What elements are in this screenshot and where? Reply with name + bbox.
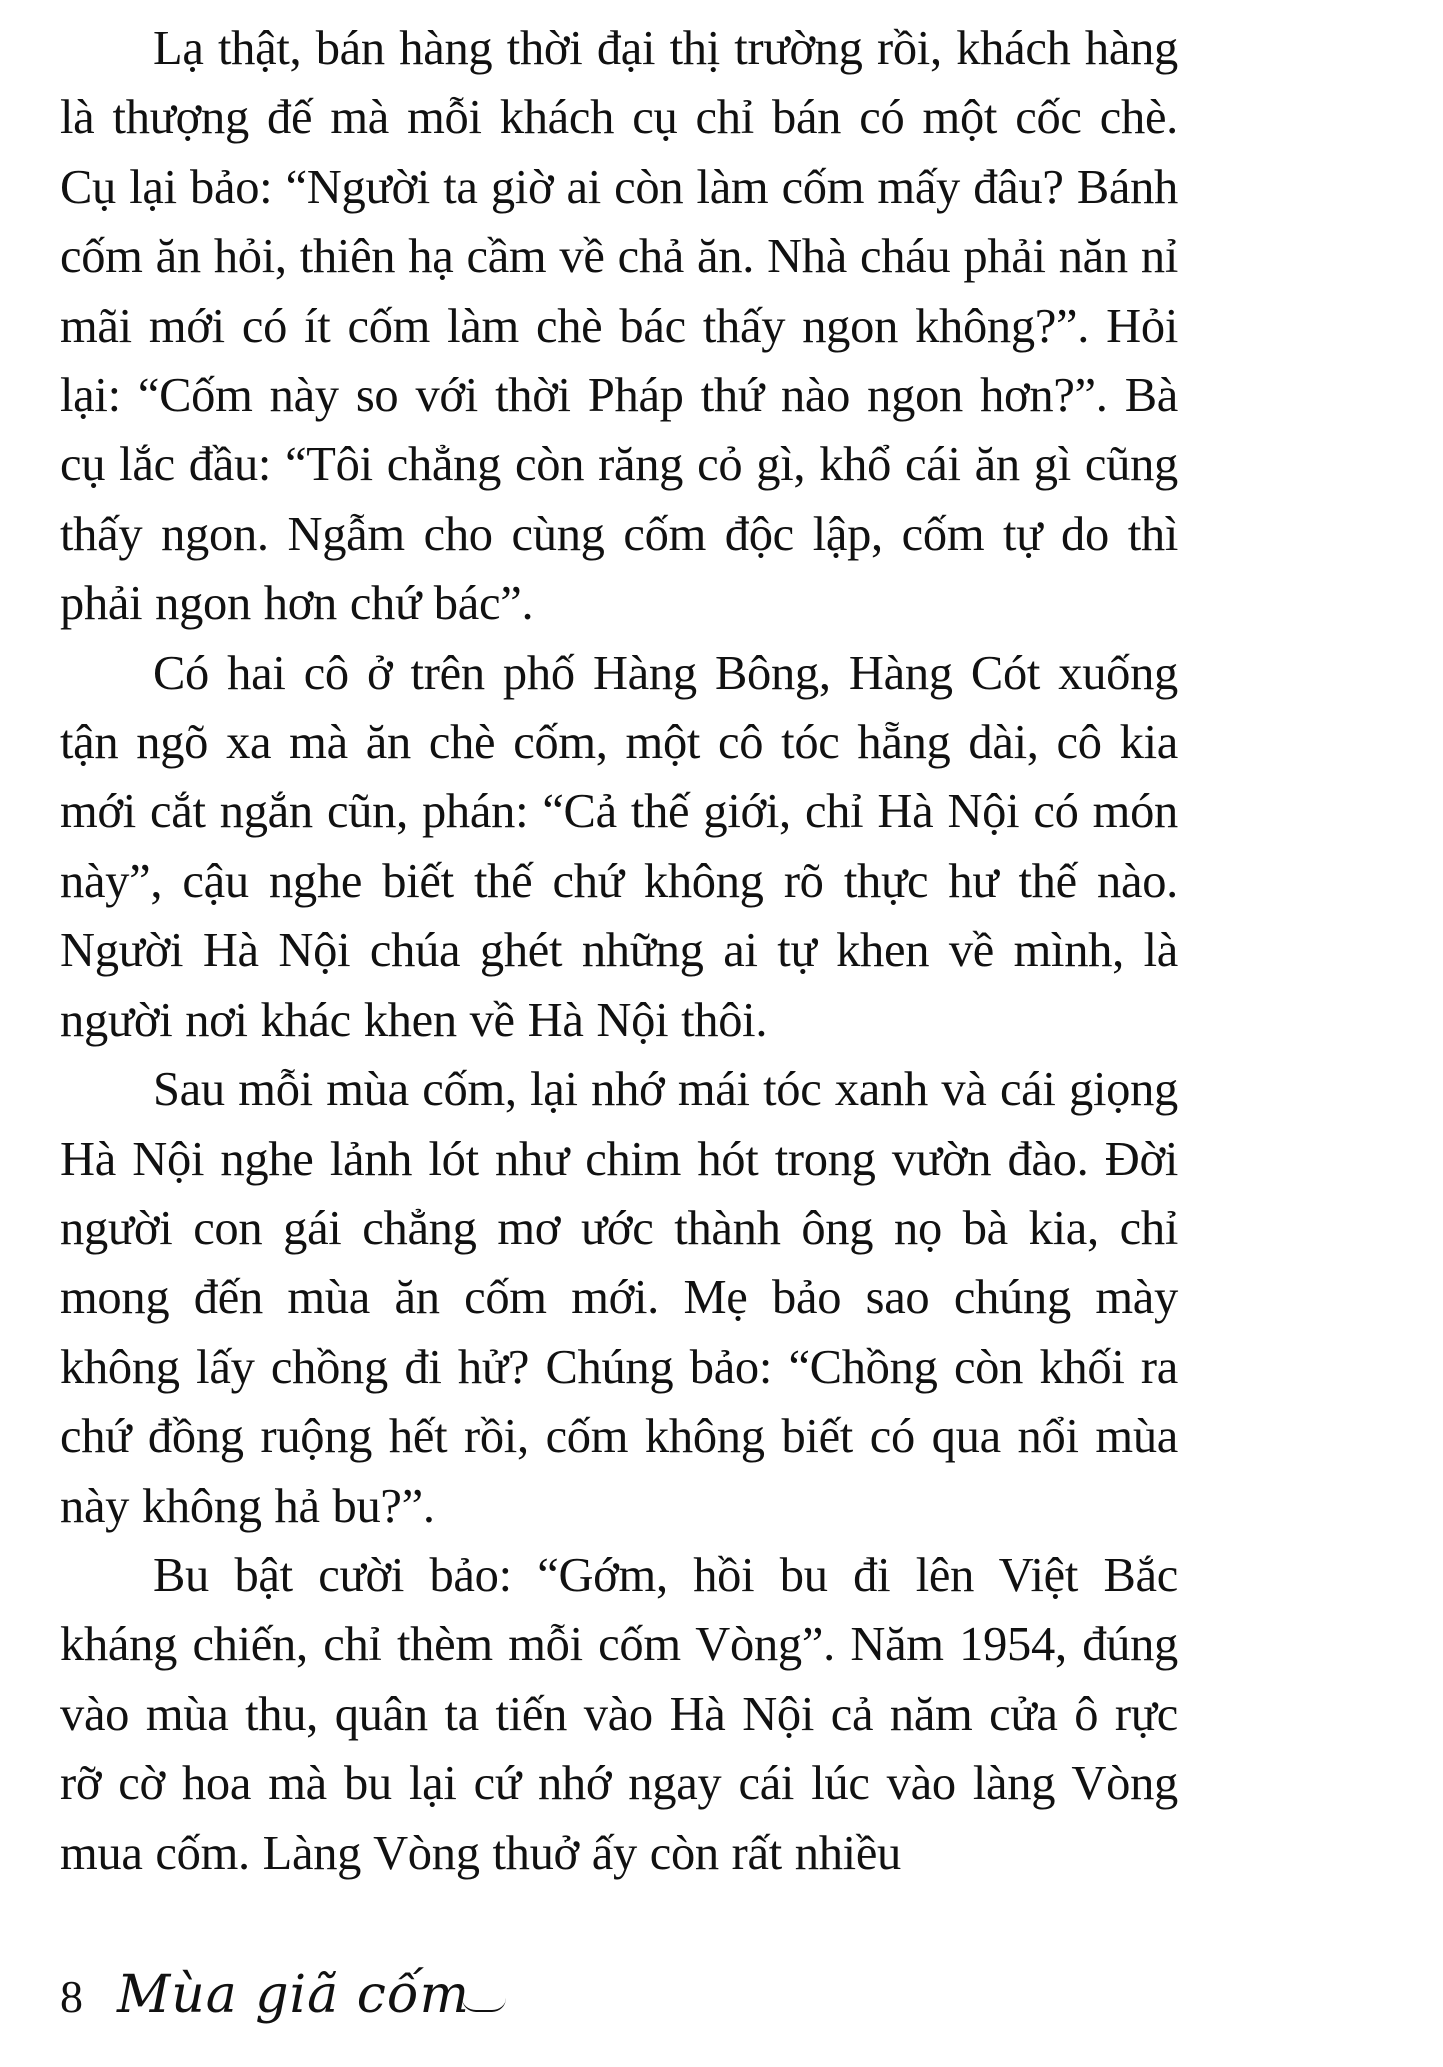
paragraph-3: Sau mỗi mùa cốm, lại nhớ mái tóc xanh và cái giọng Hà Nội nghe lảnh lót như chim hót trong vườn đào. Đời người con gái chẳng mơ ước thành ông nọ bà kia, chỉ mong đến mùa ăn cốm mới. Mẹ bảo sao chúng mày không lấy chồng đi hử? Chúng bảo: “Chồng còn khối ra chứ đồng ruộng hết rồi, cốm không biết có qua nổi mùa này không hả bu?”. [60,1063,1178,1533]
page-number: 8 [60,1971,83,2022]
paragraph-2: Có hai cô ở trên phố Hàng Bông, Hàng Cót xuống tận ngõ xa mà ăn chè cốm, một cô tóc hẵng dài, cô kia mới cắt ngắn cũn, phán: “Cả thế giới, chỉ Hà Nội có món này”, cậu nghe biết thế chứ không rõ thực hư thế nào. Người Hà Nội chúa ghét những ai tự khen về mình, là người nơi khác khen về Hà Nội thôi. [60,646,1178,1047]
running-book-title: Mùa giã cốm [117,1965,470,2025]
paragraph-4: Bu bật cười bảo: “Gớm, hồi bu đi lên Việt Bắc kháng chiến, chỉ thèm mỗi cốm Vòng”. Năm 1954, đúng vào mùa thu, quân ta tiến vào Hà Nội cả năm cửa ô rực rỡ cờ hoa mà bu lại cứ nhớ ngay cái lúc vào làng Vòng mua cốm. Làng Vòng thuở ấy còn rất nhiều [60,1548,1178,1880]
page-body [60,14,1178,1888]
title-flourish [462,1998,506,2012]
page-footer [60,1965,506,2045]
paragraph-1: Lạ thật, bán hàng thời đại thị trường rồi, khách hàng là thượng đế mà mỗi khách cụ chỉ bán có một cốc chè. Cụ lại bảo: “Người ta giờ ai còn làm cốm mấy đâu? Bánh cốm ăn hỏi, thiên hạ cầm về chả ăn. Nhà cháu phải năn nỉ mãi mới có ít cốm làm chè bác thấy ngon không?”. Hỏi lại: “Cốm này so với thời Pháp thứ nào ngon hơn?”. Bà cụ lắc đầu: “Tôi chẳng còn răng cỏ gì, khổ cái ăn gì cũng thấy ngon. Ngẫm cho cùng cốm độc lập, cốm tự do thì phải ngon hơn chứ bác”. [60,22,1178,631]
